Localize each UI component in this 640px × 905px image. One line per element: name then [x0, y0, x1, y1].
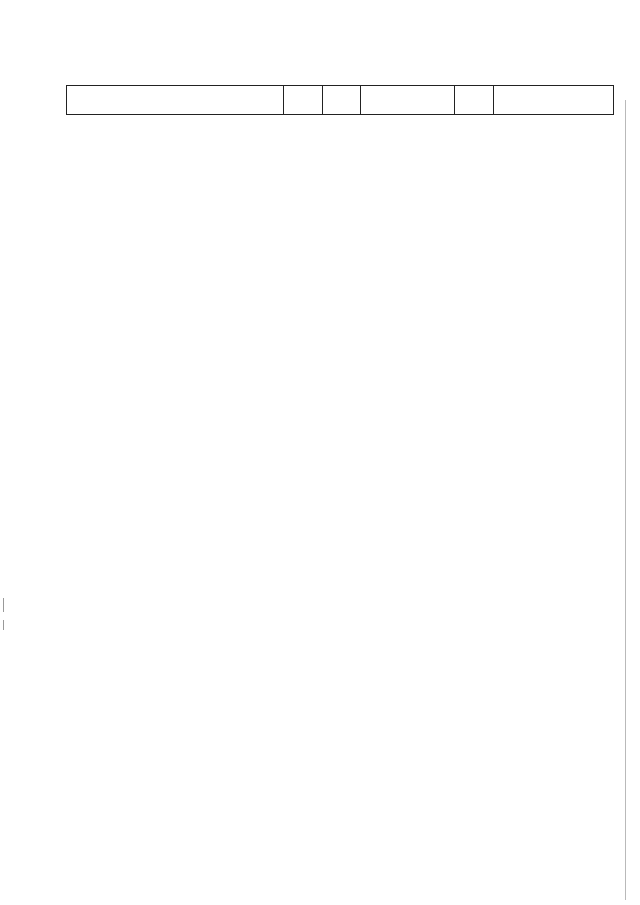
table-header: [66, 85, 614, 115]
margin-mark: [3, 598, 4, 612]
header-sum: [493, 86, 613, 114]
scan-edge-line: [625, 100, 626, 900]
header-csr: [360, 86, 454, 114]
margin-mark: [3, 620, 4, 630]
header-pr: [322, 86, 361, 114]
header-vr: [454, 86, 493, 114]
header-name: [67, 86, 283, 114]
header-rz: [283, 86, 322, 114]
